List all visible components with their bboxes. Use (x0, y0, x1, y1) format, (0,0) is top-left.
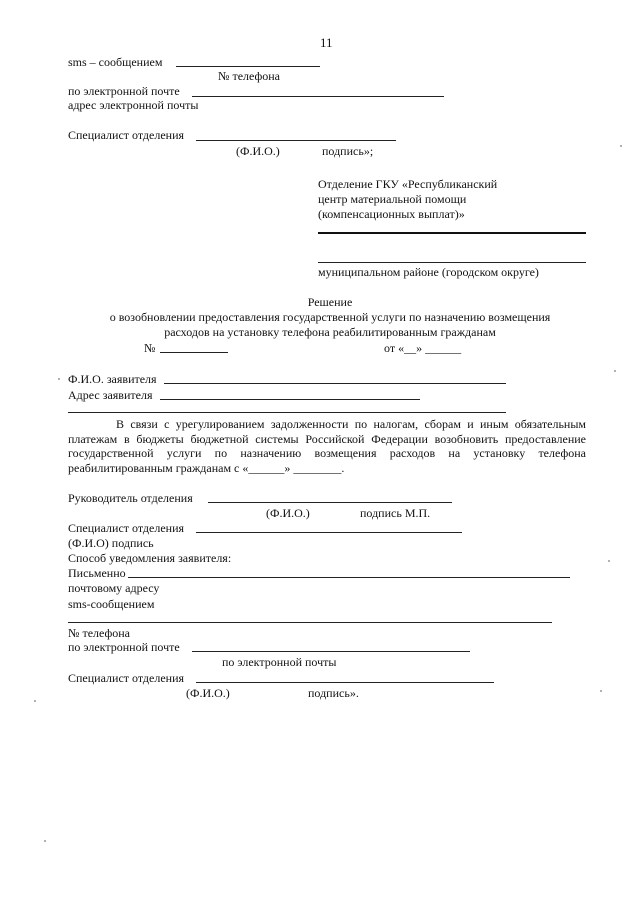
specialist-line-2[interactable] (196, 532, 462, 533)
sms-label-2: sms-сообщением (68, 597, 155, 611)
fio-caption: (Ф.И.О.) (236, 144, 280, 158)
number-label: № (144, 341, 156, 355)
method-label: Способ уведомления заявителя: (68, 551, 232, 565)
applicant-fio-label: Ф.И.О. заявителя (68, 372, 157, 386)
address-line-underline[interactable] (318, 232, 586, 234)
head-label: Руководитель отделения (68, 491, 193, 505)
email-line-2[interactable] (192, 651, 470, 652)
phone-label: № телефона (68, 626, 131, 640)
head-line[interactable] (208, 502, 452, 503)
address-line-2: центр материальной помощи (318, 192, 467, 206)
sms-label: sms – сообщением (68, 55, 163, 69)
email-label: по электронной почте (68, 84, 180, 98)
specialist-label: Специалист отделения (68, 128, 185, 142)
decision-title-line-1: о возобновлении предоставления государственной услуги по назначению возмещения (109, 310, 551, 324)
fio-caption-3: (Ф.И.О.) (186, 686, 230, 700)
specialist-caption: (Ф.И.О) подпись (68, 536, 154, 550)
specialist-label-3: Специалист отделения (68, 671, 185, 685)
district-caption: муниципальном районе (городском округе) (318, 265, 539, 279)
decision-title-line-2: расходов на установку телефона реабилитированным гражданам (164, 325, 496, 339)
date-label: от «__» ______ (384, 341, 462, 355)
applicant-address-line-2[interactable] (68, 412, 506, 413)
phone-caption: № телефона (218, 69, 281, 83)
applicant-address-label: Адрес заявителя (68, 388, 153, 402)
email-caption: адрес электронной почты (68, 98, 199, 112)
applicant-fio-line[interactable] (164, 383, 506, 384)
scan-speck (58, 378, 60, 380)
body-paragraph: В связи с урегулированием задолженности по налогам, сборам и иным обязательным платежам в бюджеты бюджетной системы Российской Федерации возобновить предоставление государственной услуги по назначению возмещения расходов на установку телефона реабилитированным гражданам с «______» ________. (68, 417, 586, 475)
postal-label: почтовому адресу (68, 581, 160, 595)
scan-speck (44, 840, 46, 842)
signature-caption: подпись»; (322, 144, 374, 158)
address-line-1: Отделение ГКУ «Республиканский (318, 177, 498, 191)
scan-speck (620, 145, 622, 147)
head-fio-caption: (Ф.И.О.) (266, 506, 310, 520)
district-line[interactable] (318, 262, 586, 263)
head-sign-caption: подпись М.П. (360, 506, 431, 520)
email-line[interactable] (192, 96, 444, 97)
scan-speck (614, 370, 616, 372)
email-caption-2: по электронной почты (222, 655, 337, 669)
address-line-3: (компенсационных выплат)» (318, 207, 465, 221)
decision-heading: Решение (307, 295, 353, 309)
scan-speck (600, 690, 602, 692)
sms-line-2[interactable] (68, 622, 552, 623)
specialist-line-3[interactable] (196, 682, 494, 683)
applicant-address-line[interactable] (160, 399, 420, 400)
written-label: Письменно (68, 566, 126, 580)
page-number: 11 (320, 35, 333, 50)
written-line[interactable] (128, 577, 570, 578)
specialist-label-2: Специалист отделения (68, 521, 185, 535)
scan-speck (34, 700, 36, 702)
signature-caption-3: подпись». (308, 686, 359, 700)
number-line[interactable] (160, 352, 228, 353)
email-label-2: по электронной почте (68, 640, 180, 654)
sms-line[interactable] (176, 66, 320, 67)
scan-speck (608, 560, 610, 562)
specialist-line[interactable] (196, 140, 396, 141)
